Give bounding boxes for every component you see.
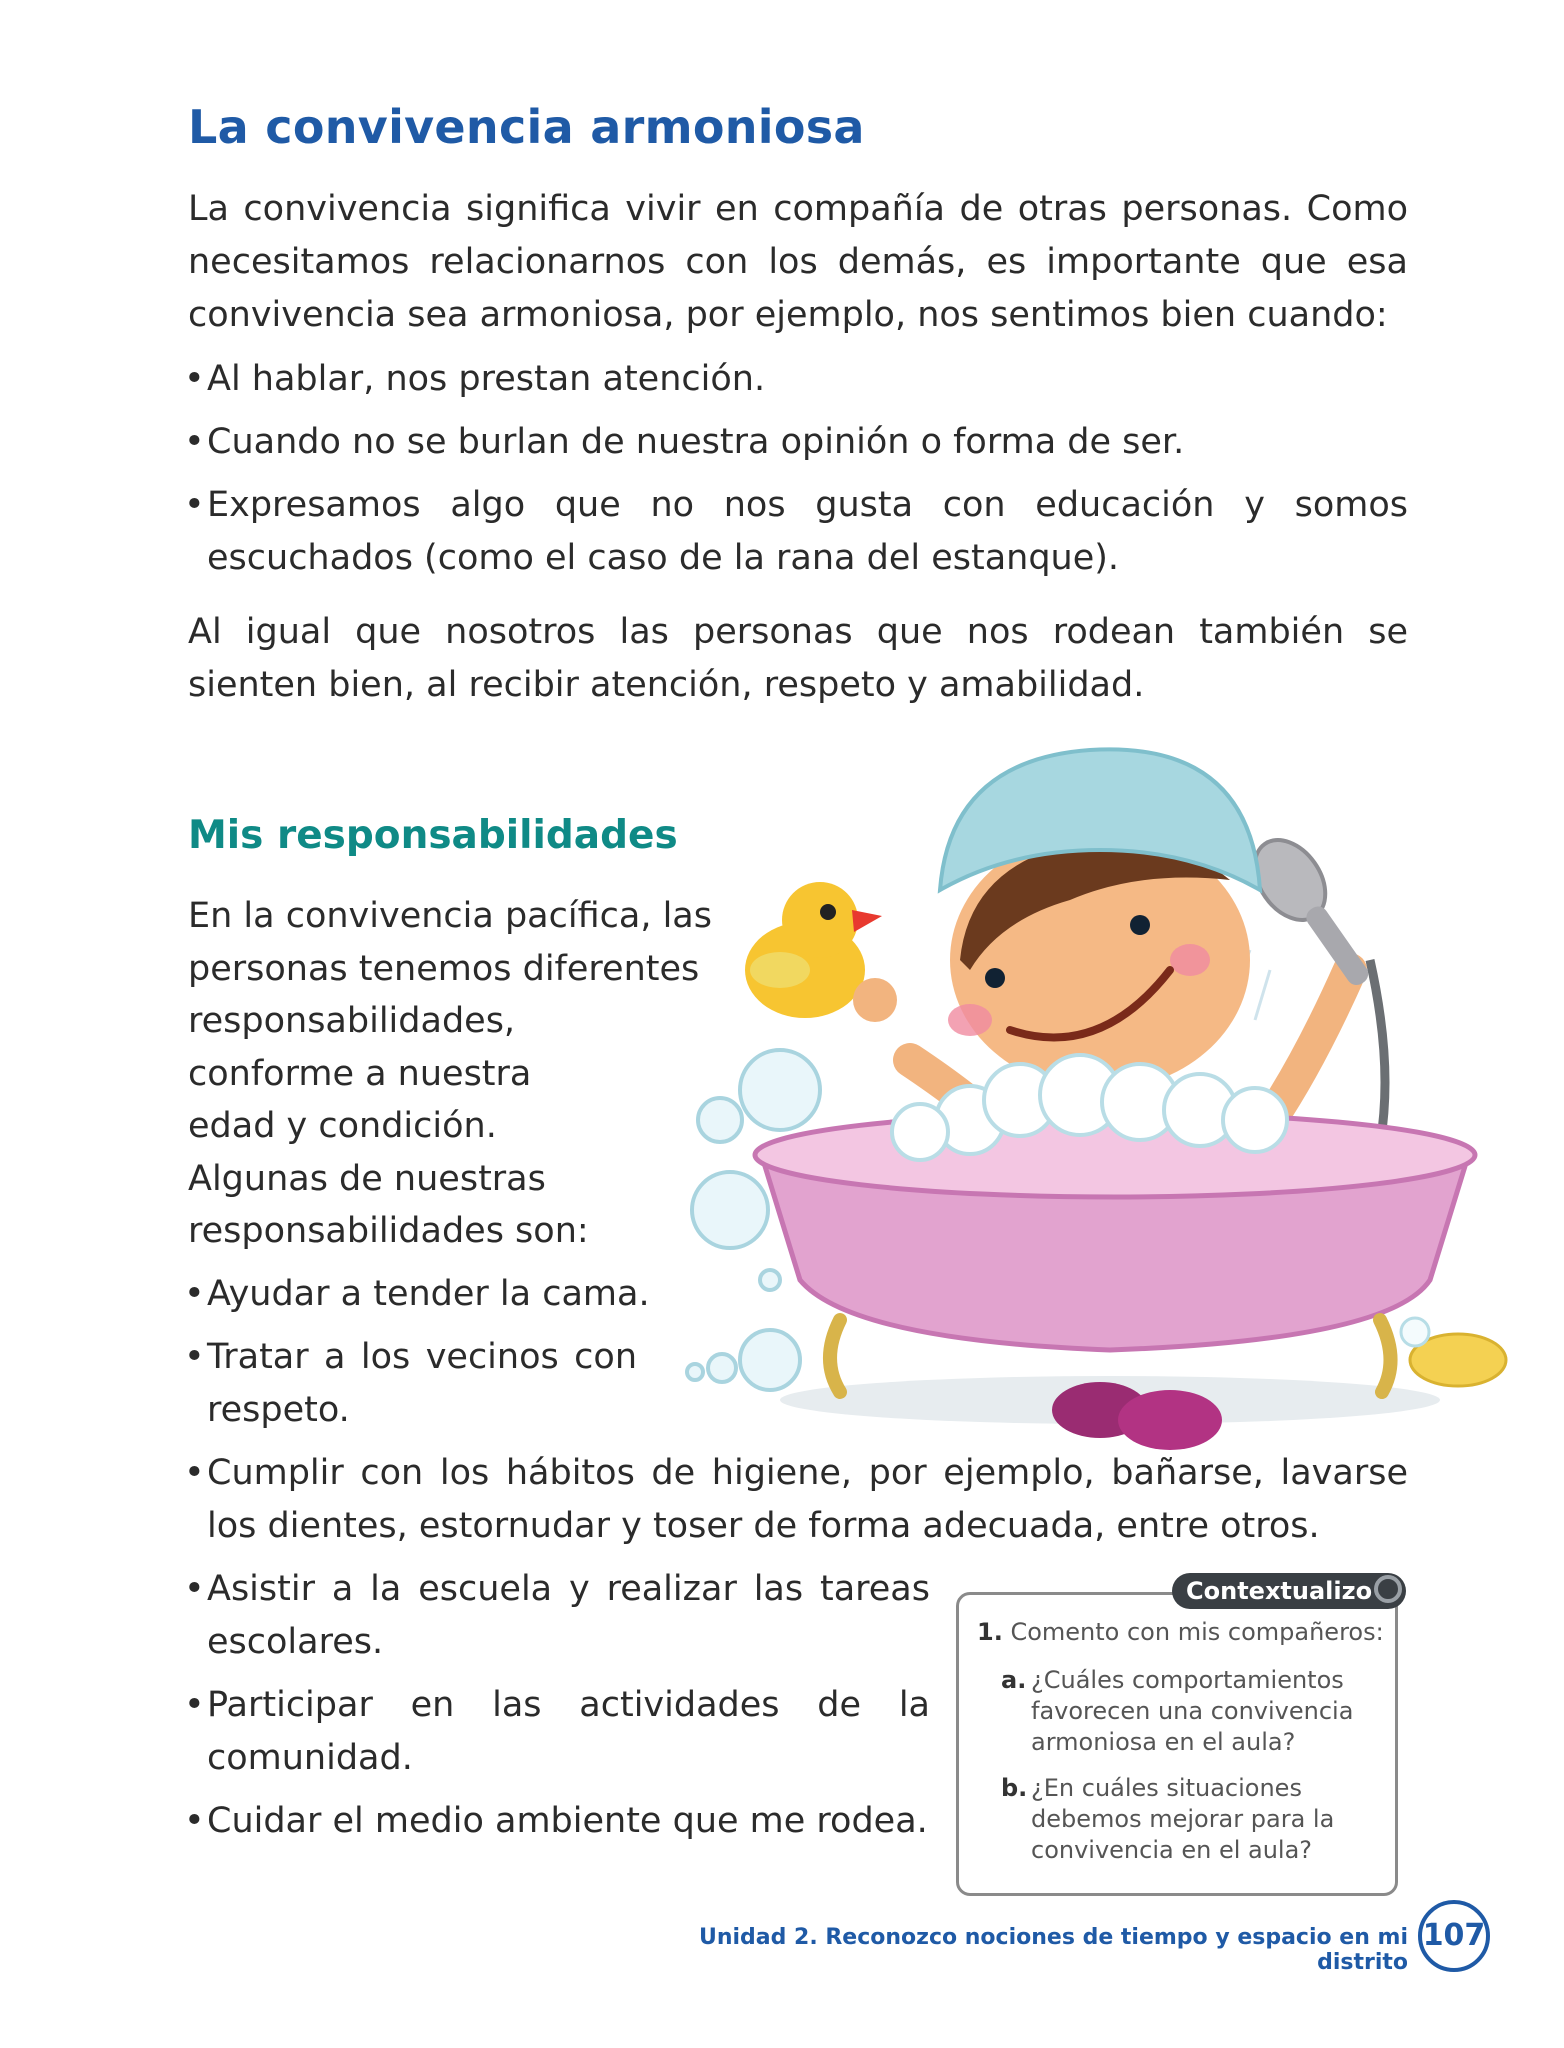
intro-bullet-list [184, 353, 1408, 595]
right-eye [1130, 915, 1150, 935]
text-line: Algunas de nuestras [188, 1158, 546, 1199]
left-cheek [948, 1004, 992, 1036]
soap-icon [1401, 1318, 1506, 1386]
right-cheek [1170, 944, 1210, 976]
option-a-label: a. [1001, 1666, 1027, 1694]
page-title: La convivencia armoniosa [188, 100, 865, 154]
closing-paragraph: Al igual que nosotros las personas que nos rodean también se sienten bien, al recibir atención, respeto y amabilidad. [188, 612, 1408, 705]
responsibilities-intro [188, 890, 748, 1258]
left-hand [853, 978, 897, 1022]
text-line: En la convivencia pacífica, las [188, 896, 712, 936]
text-line: edad y condición. [188, 1106, 497, 1146]
list-item: • Expresamos algo que no nos gusta con educación y somos escuchados (como el caso de la rana del estanque). [184, 479, 1408, 585]
list-item: • Cuando no se burlan de nuestra opinión o forma de ser. [184, 416, 1408, 469]
contextualizo-tab: Contextualizo [1172, 1573, 1406, 1609]
option-a-text: ¿Cuáles comportamientos favorecen una convivencia armoniosa en el aula? [1031, 1666, 1354, 1756]
list-item: • Cumplir con los hábitos de higiene, por ejemplo, bañarse, lavarse los dientes, estornudar y toser de forma adecuada, entre otros. [184, 1447, 1408, 1553]
option-b-label: b. [1001, 1774, 1028, 1802]
right-arm [1270, 970, 1350, 1120]
intro-paragraph: La convivencia significa vivir en compañía de otras personas. Como necesitamos relacionarnos con los demás, es importante que esa convivencia sea armoniosa, por ejemplo, nos sentimos bien cuando: [188, 189, 1408, 335]
contextualizo-box [956, 1592, 1398, 1896]
list-item: • Participar en las actividades de la comunidad. [184, 1679, 930, 1785]
text-line: personas tenemos diferentes [188, 948, 700, 989]
list-item: • Cuidar el medio ambiente que me rodea. [184, 1795, 930, 1848]
left-eye [985, 968, 1005, 988]
section-subtitle: Mis responsabilidades [188, 813, 678, 858]
question-1 [977, 1617, 1387, 1648]
list-item: • Asistir a la escuela y realizar las tareas escolares. [184, 1563, 930, 1669]
question-text: Comento con mis compañeros: [1010, 1618, 1384, 1646]
footer-unit-title: Unidad 2. Reconozco nociones de tiempo y espacio en mi distrito [698, 1925, 1408, 1975]
question-number: 1. [977, 1618, 1003, 1646]
text-line: responsabilidades son: [188, 1211, 589, 1251]
text-line: conforme a nuestra [188, 1053, 532, 1094]
page-number: 107 [1418, 1900, 1490, 1972]
slipper-right [1118, 1390, 1222, 1450]
contextualizo-dot-icon [1374, 1575, 1402, 1603]
list-item: • Tratar a los vecinos con respeto. [184, 1331, 637, 1437]
option-b-text: ¿En cuáles situaciones debemos mejorar para la convivencia en el aula? [1031, 1774, 1335, 1864]
list-item: • Al hablar, nos prestan atención. [184, 353, 1408, 406]
shower-head-icon [1240, 827, 1387, 1001]
text-line: responsabilidades, [188, 1001, 516, 1041]
list-item: • Ayudar a tender la cama. [184, 1268, 930, 1321]
tub-foot-right [1380, 1320, 1391, 1392]
